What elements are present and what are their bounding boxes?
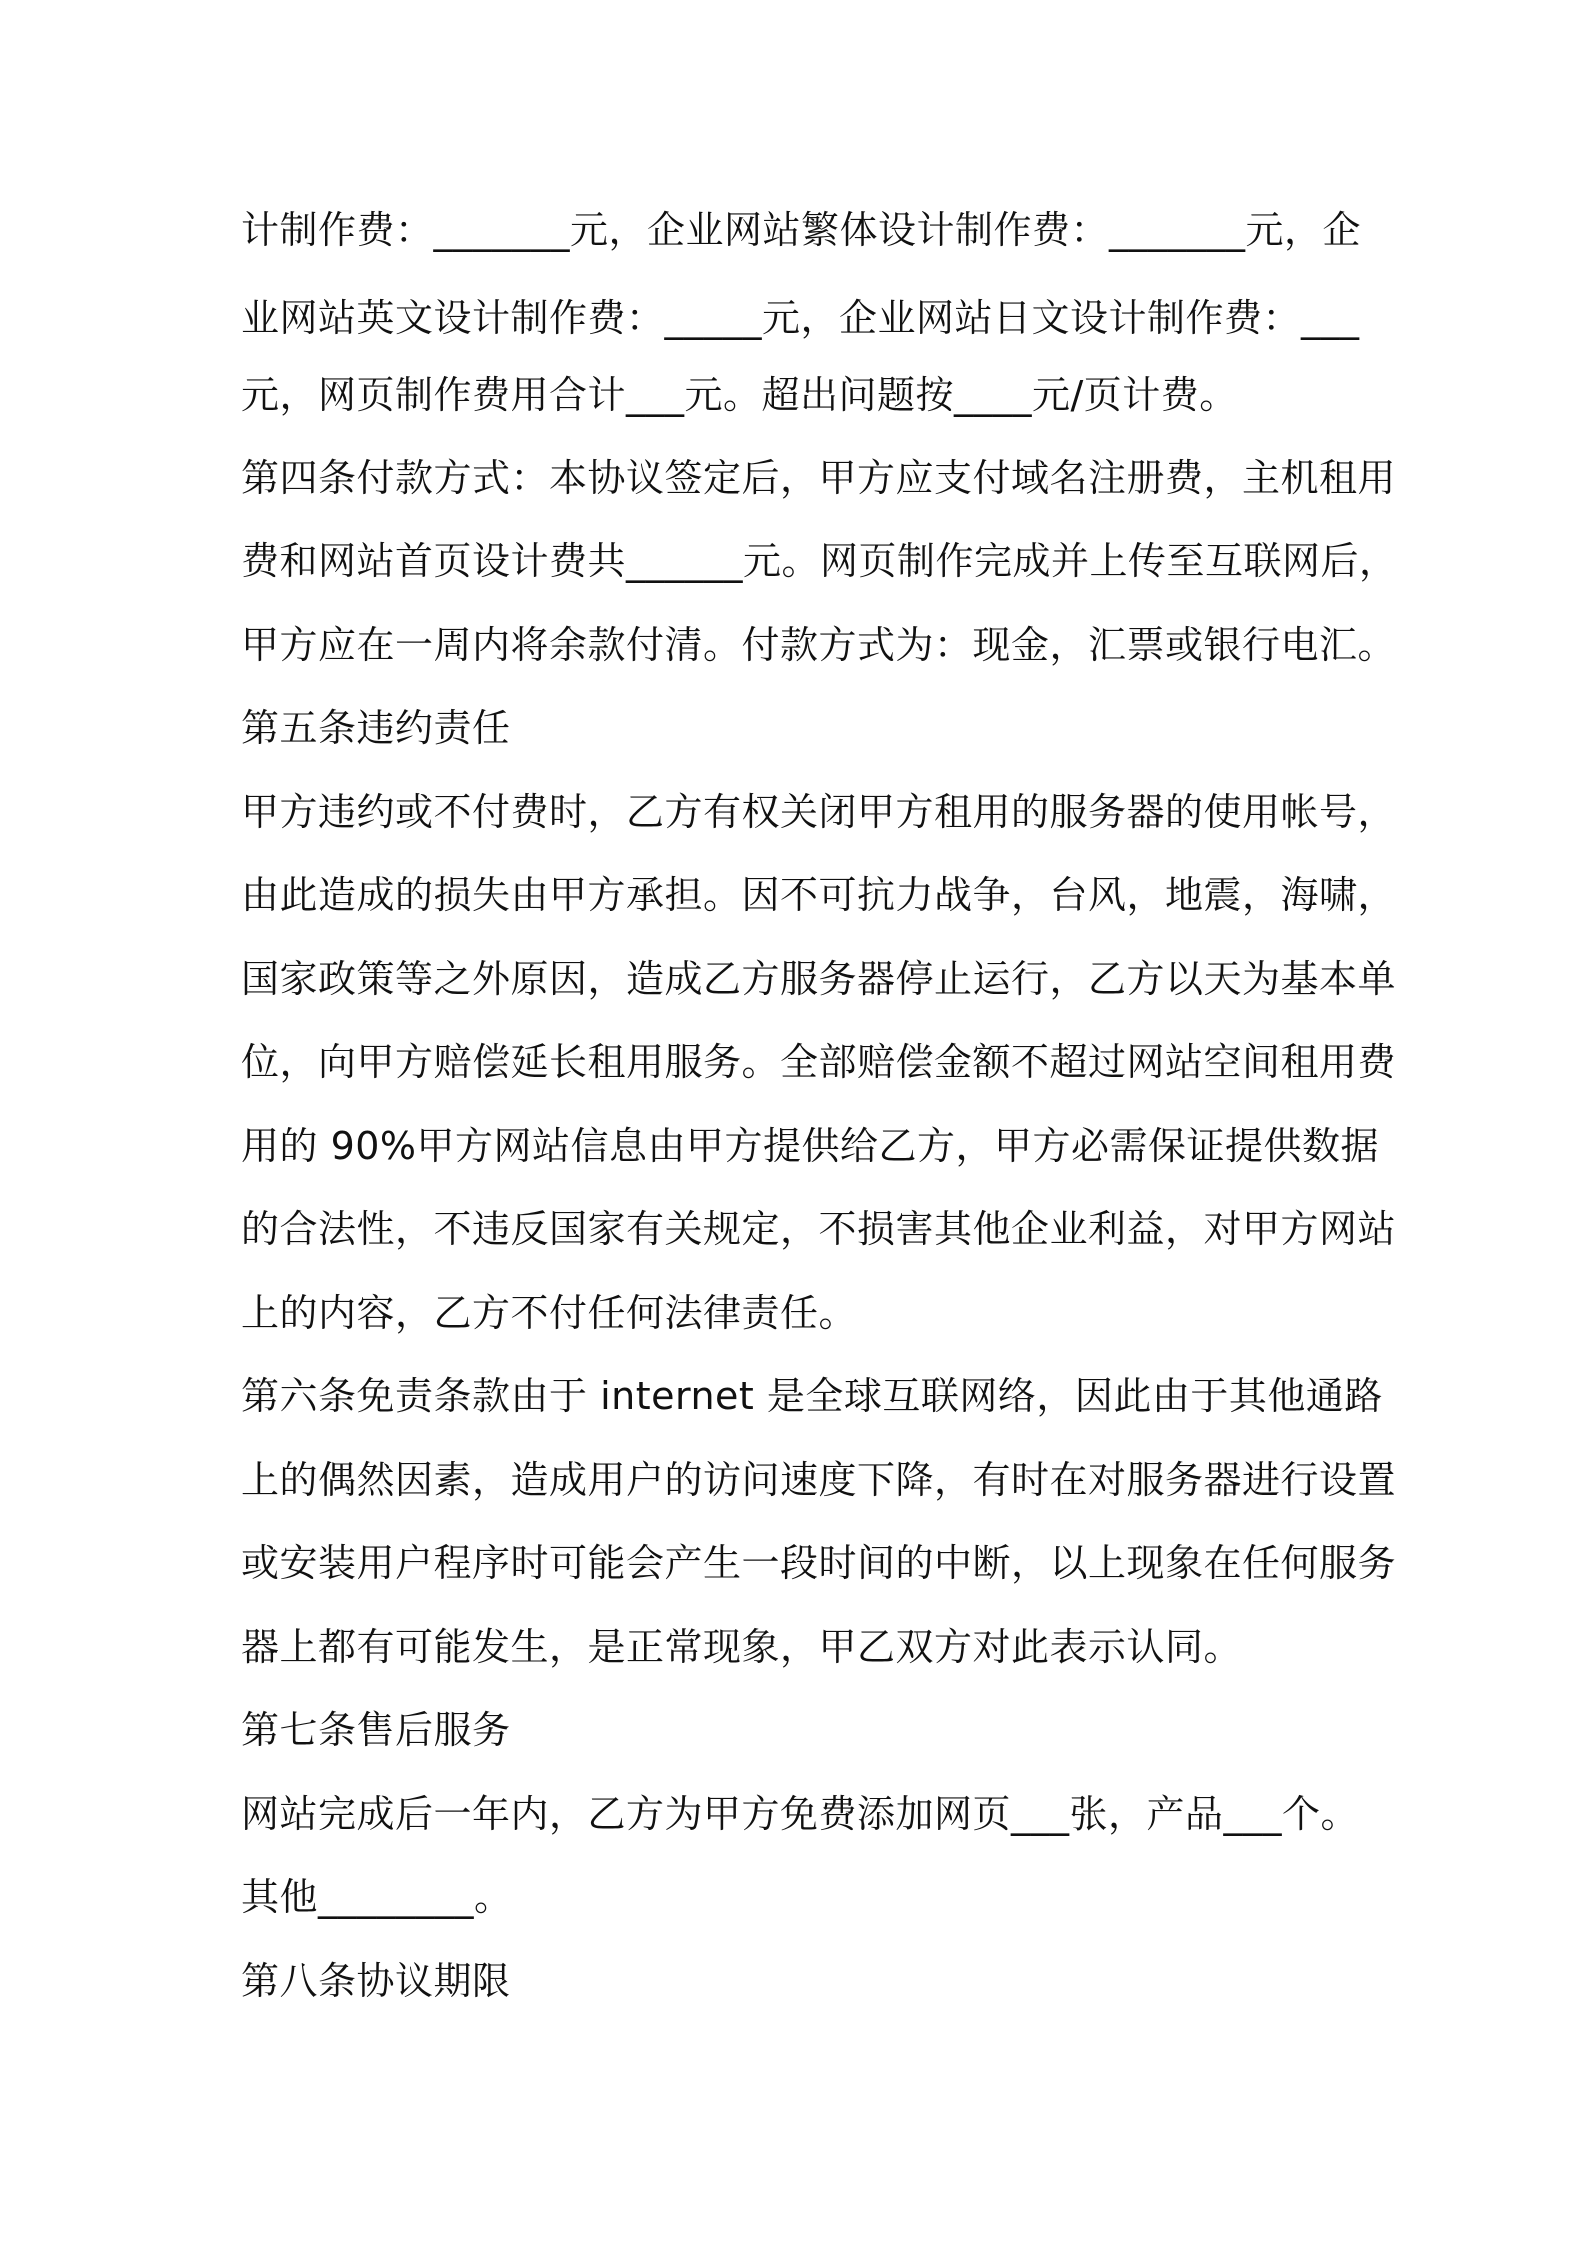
text-line: 业网站英文设计制作费：_____元，企业网站日文设计制作费：___ — [241, 296, 1360, 340]
text-line: 甲方违约或不付费时，乙方有权关闭甲方租用的服务器的使用帐号， — [241, 790, 1397, 834]
text-line: 元，网页制作费用合计___元。超出问题按____元/页计费。 — [241, 373, 1238, 417]
text-line: 国家政策等之外原因，造成乙方服务器停止运行，乙方以天为基本单 — [241, 957, 1397, 1001]
text-line: 其他________。 — [241, 1875, 513, 1919]
text-line: 或安装用户程序时可能会产生一段时间的中断，以上现象在任何服务 — [241, 1541, 1397, 1585]
text-line: 费和网站首页设计费共______元。网页制作完成并上传至互联网后， — [241, 539, 1398, 583]
text-line: 位，向甲方赔偿延长租用服务。全部赔偿金额不超过网站空间租用费 — [241, 1040, 1397, 1084]
text-line: 上的内容，乙方不付任何法律责任。 — [241, 1291, 858, 1335]
text-line: 器上都有可能发生，是正常现象，甲乙双方对此表示认同。 — [241, 1625, 1243, 1669]
text-line: 甲方应在一周内将余款付清。付款方式为：现金，汇票或银行电汇。 — [241, 623, 1397, 667]
article-6-heading-line: 第六条免责条款由于 internet 是全球互联网络，因此由于其他通路 — [241, 1374, 1383, 1418]
text-line: 用的 90%甲方网站信息由甲方提供给乙方，甲方必需保证提供数据 — [241, 1124, 1380, 1168]
text-line: 上的偶然因素，造成用户的访问速度下降，有时在对服务器进行设置 — [241, 1458, 1397, 1502]
text-line: 的合法性，不违反国家有关规定，不损害其他企业利益，对甲方网站 — [241, 1207, 1397, 1251]
article-7-heading: 第七条售后服务 — [241, 1708, 511, 1752]
text-line: 计制作费：_______元，企业网站繁体设计制作费：_______元，企 — [241, 208, 1362, 252]
text-line: 由此造成的损失由甲方承担。因不可抗力战争，台风，地震，海啸， — [241, 873, 1397, 917]
article-8-heading: 第八条协议期限 — [241, 1959, 511, 2003]
article-5-heading: 第五条违约责任 — [241, 706, 511, 750]
article-4-heading-line: 第四条付款方式：本协议签定后，甲方应支付域名注册费，主机租用 — [241, 456, 1397, 500]
text-line: 网站完成后一年内，乙方为甲方免费添加网页___张，产品___个。 — [241, 1792, 1360, 1836]
